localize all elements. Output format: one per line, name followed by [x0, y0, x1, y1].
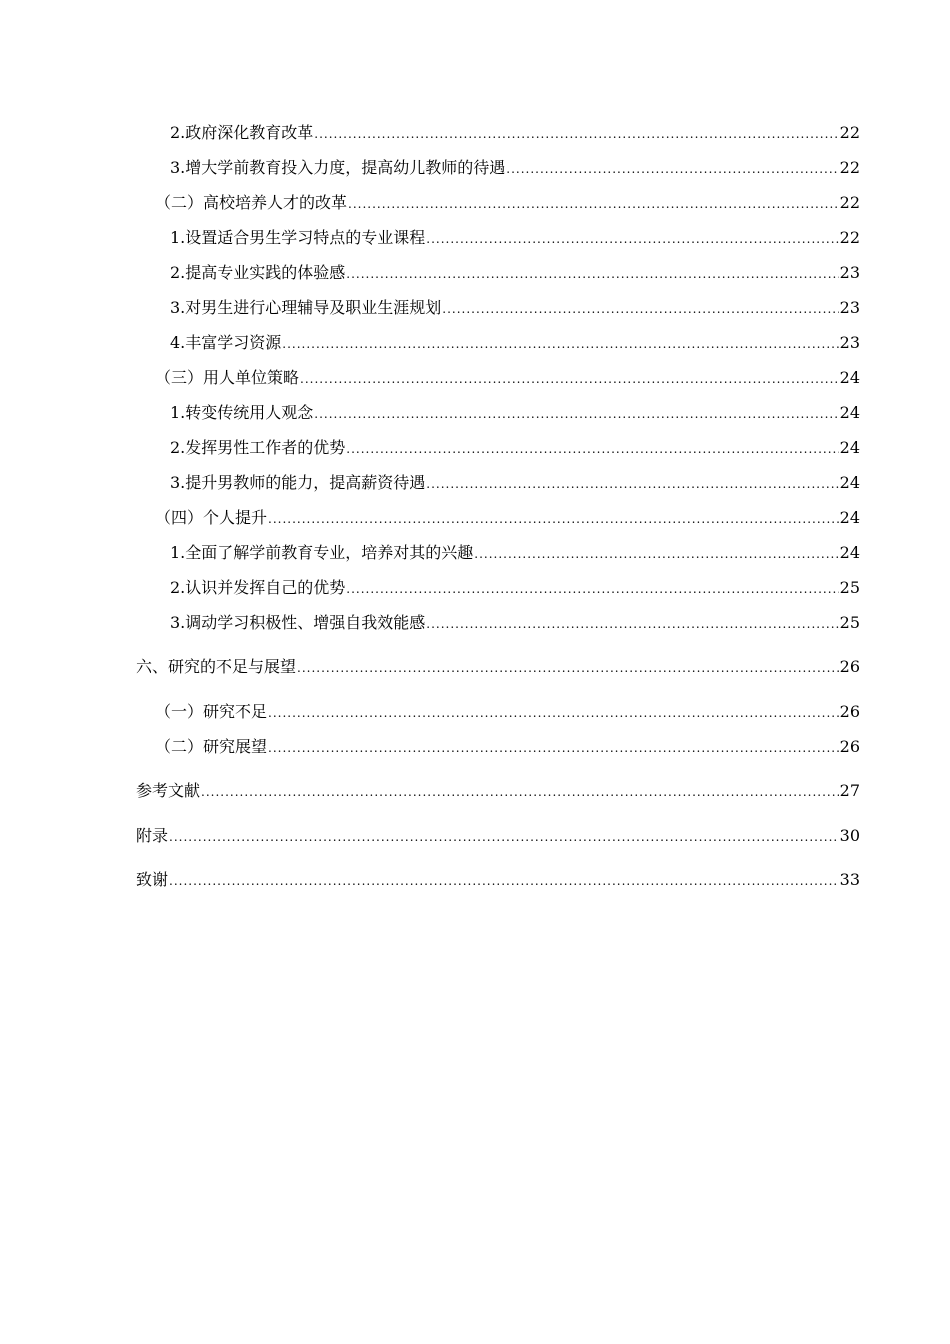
toc-page-number: 24 [839, 543, 860, 562]
toc-entry-label: 附录 [136, 826, 169, 845]
toc-page-number: 27 [839, 781, 860, 800]
toc-entry[interactable] [170, 261, 860, 285]
toc-page-number: 24 [839, 438, 860, 457]
toc-entry-label: （二）研究展望 [155, 737, 268, 756]
toc-entry[interactable] [170, 156, 860, 180]
toc-dot-leader [169, 825, 839, 849]
toc-dot-leader [268, 507, 839, 531]
toc-dot-leader [346, 262, 838, 286]
toc-entry-label: 1.设置适合男生学习特点的专业课程 [170, 228, 426, 247]
toc-dot-leader [474, 542, 838, 566]
toc-entry[interactable] [155, 366, 860, 390]
toc-entry-label: 参考文献 [136, 781, 201, 800]
toc-dot-leader [282, 332, 838, 356]
toc-dot-leader [169, 869, 839, 893]
toc-entry-label: （三）用人单位策略 [155, 368, 300, 387]
toc-entry-label: 3.调动学习积极性、增强自我效能感 [170, 613, 426, 632]
toc-dot-leader [346, 437, 838, 461]
toc-page-number: 24 [839, 473, 860, 492]
toc-entry[interactable] [155, 506, 860, 530]
toc-dot-leader [442, 297, 838, 321]
toc-dot-leader [297, 656, 839, 680]
toc-page-number: 23 [839, 333, 860, 352]
toc-entry-label: 1.全面了解学前教育专业，培养对其的兴趣 [170, 543, 474, 562]
toc-page-number: 22 [839, 228, 860, 247]
toc-dot-leader [314, 402, 838, 426]
toc-dot-leader [201, 780, 839, 804]
toc-entry[interactable] [170, 576, 860, 600]
toc-dot-leader [426, 472, 838, 496]
toc-entry-label: 3.增大学前教育投入力度，提高幼儿教师的待遇 [170, 158, 506, 177]
toc-page-number: 24 [839, 368, 860, 387]
toc-dot-leader [348, 192, 839, 216]
toc-page-number: 23 [839, 298, 860, 317]
toc-page-number: 22 [839, 158, 860, 177]
toc-entry-label: （一）研究不足 [155, 702, 268, 721]
toc-dot-leader [314, 122, 838, 146]
toc-dot-leader [268, 701, 839, 725]
toc-entry[interactable] [136, 868, 860, 892]
toc-entry[interactable] [170, 121, 860, 145]
toc-dot-leader [426, 227, 838, 251]
toc-entry-label: （四）个人提升 [155, 508, 268, 527]
toc-entry[interactable] [170, 331, 860, 355]
toc-entry-label: 2.认识并发挥自己的优势 [170, 578, 346, 597]
toc-entry[interactable] [170, 401, 860, 425]
toc-entry[interactable] [170, 436, 860, 460]
toc-dot-leader [426, 612, 838, 636]
toc-page-number: 33 [839, 870, 860, 889]
toc-entry-label: 六、研究的不足与展望 [136, 657, 297, 676]
toc-entry[interactable] [155, 191, 860, 215]
toc-entry[interactable] [170, 471, 860, 495]
toc-page-number: 22 [839, 193, 860, 212]
toc-dot-leader [300, 367, 839, 391]
toc-entry-label: 2.政府深化教育改革 [170, 123, 314, 142]
toc-entry[interactable] [136, 779, 860, 803]
toc-dot-leader [268, 736, 839, 760]
toc-dot-leader [506, 157, 838, 181]
toc-page-number: 26 [839, 702, 860, 721]
toc-page-number: 22 [839, 123, 860, 142]
toc-page-number: 26 [839, 737, 860, 756]
toc-entry-label: 致谢 [136, 870, 169, 889]
toc-page-number: 25 [839, 613, 860, 632]
toc-page-number: 26 [839, 657, 860, 676]
toc-entry[interactable] [170, 296, 860, 320]
toc-entry-label: 2.发挥男性工作者的优势 [170, 438, 346, 457]
toc-entry-label: 3.提升男教师的能力，提高薪资待遇 [170, 473, 426, 492]
toc-entry[interactable] [170, 541, 860, 565]
toc-entry-label: 4.丰富学习资源 [170, 333, 282, 352]
toc-entry-label: 2.提高专业实践的体验感 [170, 263, 346, 282]
toc-page-number: 23 [839, 263, 860, 282]
toc-entry[interactable] [155, 735, 860, 759]
toc-entry[interactable] [170, 226, 860, 250]
toc-entry-label: （二）高校培养人才的改革 [155, 193, 348, 212]
toc-entry-label: 1.转变传统用人观念 [170, 403, 314, 422]
toc-page-number: 24 [839, 403, 860, 422]
toc-page-number: 24 [839, 508, 860, 527]
toc-entry[interactable] [170, 611, 860, 635]
toc-entry[interactable] [155, 700, 860, 724]
toc-entry-label: 3.对男生进行心理辅导及职业生涯规划 [170, 298, 442, 317]
toc-dot-leader [346, 577, 838, 601]
toc-page-number: 30 [839, 826, 860, 845]
toc-page-number: 25 [839, 578, 860, 597]
toc-entry[interactable] [136, 655, 860, 679]
toc-entry[interactable] [136, 824, 860, 848]
